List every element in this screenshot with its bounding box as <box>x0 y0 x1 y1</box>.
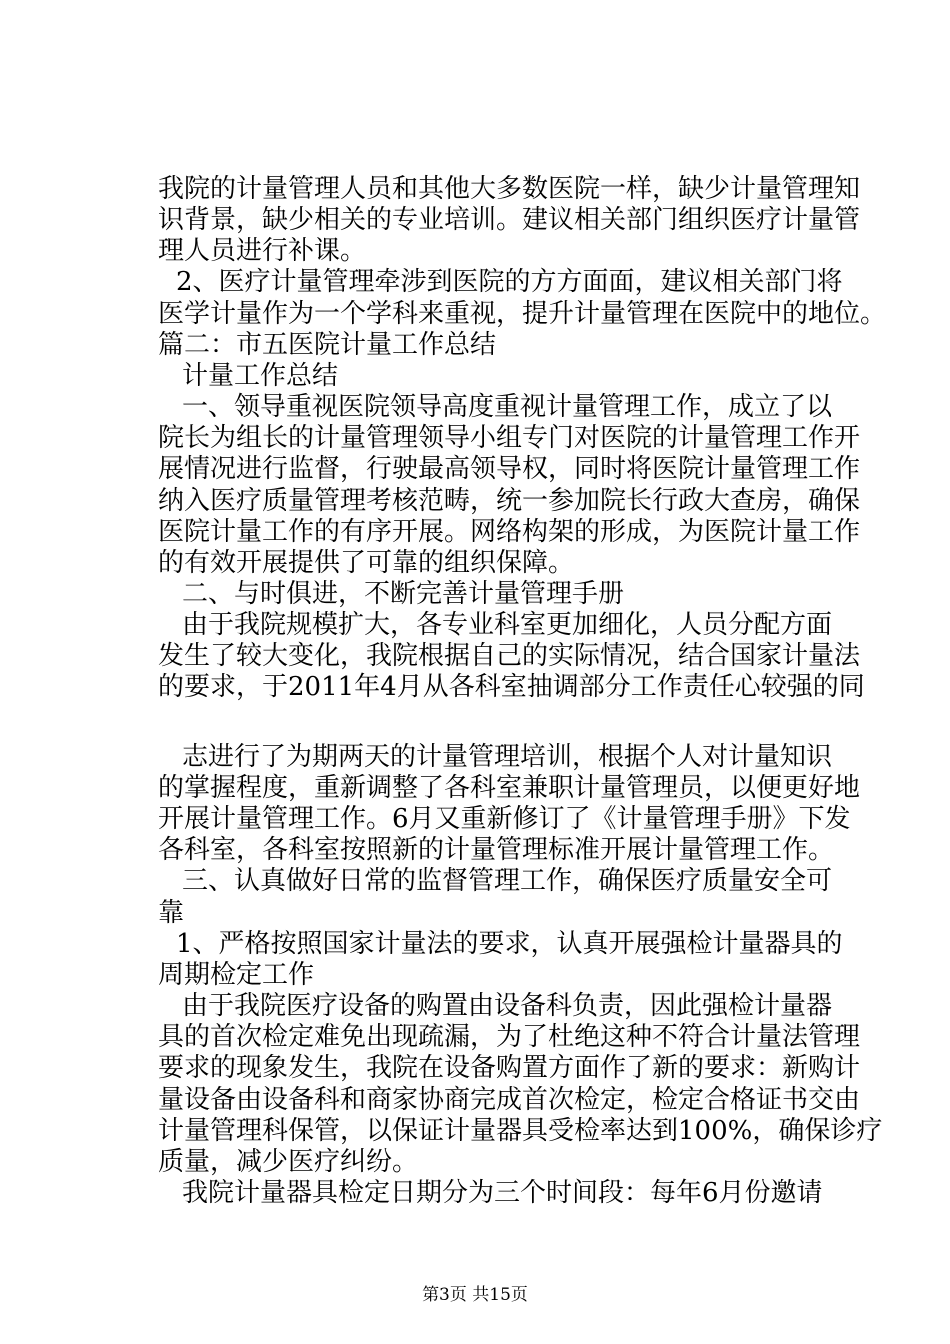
text-line: 志进行了为期两天的计量管理培训，根据个人对计量知识 <box>182 742 833 772</box>
text-line: 1、严格按照国家计量法的要求，认真开展强检计量器具的 <box>176 929 843 959</box>
text-line: 二、与时俱进，不断完善计量管理手册 <box>182 579 625 609</box>
text-line: 展情况进行监督，行驶最高领导权，同时将医院计量管理工作 <box>158 454 861 484</box>
text-line: 院长为组长的计量管理领导小组专门对医院的计量管理工作开 <box>158 423 861 453</box>
text-line: 发生了较大变化，我院根据自己的实际情况，结合国家计量法 <box>158 641 861 671</box>
text-line: 我院的计量管理人员和其他大多数医院一样，缺少计量管理知 <box>158 174 861 204</box>
text-line: 的要求，于2011年4月从各科室抽调部分工作责任心较强的同 <box>158 672 865 702</box>
text-line: 一、领导重视医院领导高度重视计量管理工作，成立了以 <box>182 392 833 422</box>
text-line: 具的首次检定难免出现疏漏，为了杜绝这种不符合计量法管理 <box>158 1022 861 1052</box>
section-subheading: 计量工作总结 <box>182 361 339 391</box>
text-line: 三、认真做好日常的监督管理工作，确保医疗质量安全可 <box>182 866 833 896</box>
text-line: 各科室，各科室按照新的计量管理标准开展计量管理工作。 <box>158 835 835 865</box>
text-line: 量设备由设备科和商家协商完成首次检定，检定合格证书交由 <box>158 1085 861 1115</box>
text-line: 开展计量管理工作。6月又重新修订了《计量管理手册》下发 <box>158 804 851 834</box>
section-heading: 篇二：市五医院计量工作总结 <box>158 330 497 360</box>
text-line: 2、医疗计量管理牵涉到医院的方方面面，建议相关部门将 <box>176 267 843 297</box>
text-line: 纳入医疗质量管理考核范畴，统一参加院长行政大查房，确保 <box>158 486 861 516</box>
text-line: 要求的现象发生，我院在设备购置方面作了新的要求：新购计 <box>158 1053 861 1083</box>
text-line: 理人员进行补课。 <box>158 236 367 266</box>
text-line: 我院计量器具检定日期分为三个时间段：每年6月份邀请 <box>182 1178 823 1208</box>
page-footer: 第3页 共15页 <box>422 1285 528 1305</box>
text-line: 医学计量作为一个学科来重视，提升计量管理在医院中的地位。 <box>158 299 887 329</box>
text-line: 靠 <box>158 898 185 928</box>
text-line: 计量管理科保管，以保证计量器具受检率达到100%，确保诊疗 <box>158 1116 883 1146</box>
text-line: 由于我院规模扩大，各专业科室更加细化，人员分配方面 <box>182 610 833 640</box>
text-line: 的有效开展提供了可靠的组织保障。 <box>158 548 575 578</box>
text-line: 质量，减少医疗纠纷。 <box>158 1147 419 1177</box>
text-line: 医院计量工作的有序开展。网络构架的形成，为医院计量工作 <box>158 517 861 547</box>
text-line: 由于我院医疗设备的购置由设备科负责，因此强检计量器 <box>182 991 833 1021</box>
text-line: 的掌握程度，重新调整了各科室兼职计量管理员，以便更好地 <box>158 773 861 803</box>
text-line: 识背景，缺少相关的专业培训。建议相关部门组织医疗计量管 <box>158 205 861 235</box>
text-line: 周期检定工作 <box>158 960 315 990</box>
